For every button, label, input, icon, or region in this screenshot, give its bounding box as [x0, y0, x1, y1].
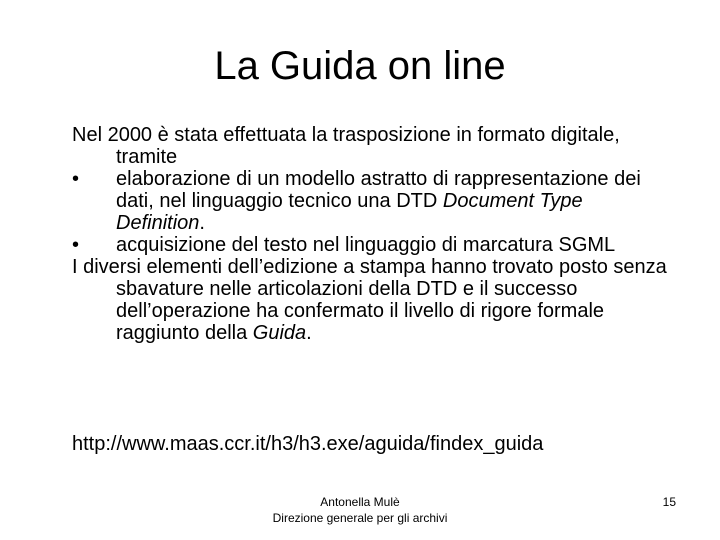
- closing-paragraph: [72, 256, 672, 344]
- bullet-italic-text: Document Type Definition: [116, 190, 583, 234]
- bullet-text-end: .: [199, 212, 205, 234]
- slide-footer: [240, 494, 480, 526]
- closing-text: I diversi elementi dell’edizione a stampa hanno trovato posto senza sbavature nelle articolazioni della DTD e il successo dell’operazione ha confermato il livello di rigore formale raggiunto della: [72, 256, 667, 344]
- bullet-item-dtd: [72, 168, 672, 234]
- bullet-icon: •: [72, 168, 80, 190]
- closing-text-end: .: [306, 322, 312, 344]
- slide-title: La Guida on line: [214, 44, 506, 88]
- closing-italic-text: Guida: [252, 322, 307, 344]
- slide-body: [72, 124, 672, 344]
- footer-organization: Direzione generale per gli archivi: [272, 511, 448, 525]
- bullet-text: elaborazione di un modello astratto di rappresentazione dei dati, nel linguaggio tecnico una DTD: [116, 168, 641, 212]
- guide-url: http://www.maas.ccr.it/h3/h3.exe/aguida/findex_guida: [72, 433, 544, 455]
- bullet-icon: •: [72, 234, 80, 256]
- bullet-item-sgml: [72, 234, 672, 256]
- page-number: 15: [662, 495, 676, 509]
- intro-paragraph: Nel 2000 è stata effettuata la trasposizione in formato digitale, tramite: [72, 124, 620, 168]
- footer-author: Antonella Mulè: [320, 495, 400, 509]
- bullet-text: acquisizione del testo nel linguaggio di marcatura SGML: [116, 234, 616, 256]
